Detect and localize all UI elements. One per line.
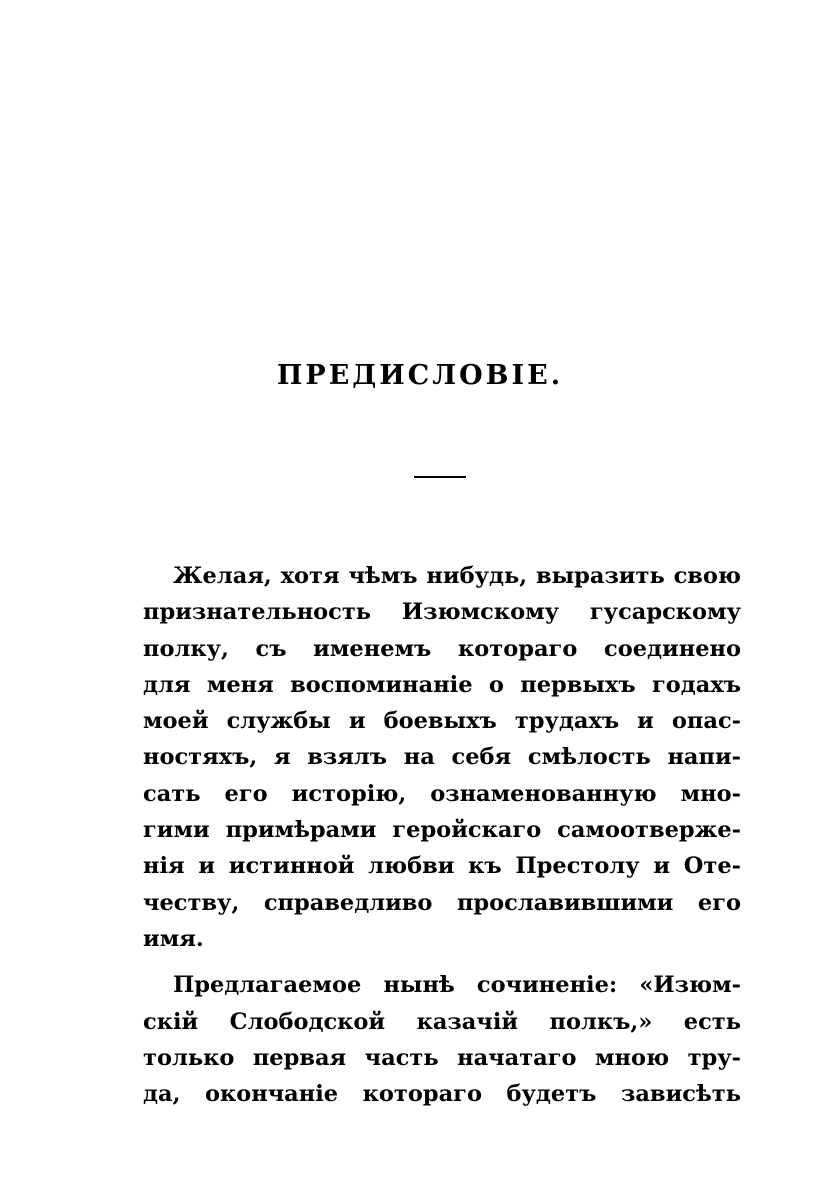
text-line: полку, съ именемъ котораго соединено: [143, 635, 741, 662]
preface-body: [143, 558, 741, 1112]
text-line: имя.: [143, 925, 204, 952]
text-line: моей службы и боевыхъ трудахъ и опас-: [143, 708, 741, 735]
text-line: честву, справедливо прославившими его: [143, 889, 741, 916]
text-line: гими примѣрами геройскаго самоотверже-: [143, 817, 741, 844]
text-line: признательность Изюмскому гусарскому: [143, 599, 741, 626]
page-title: ПРЕДИСЛОВІЕ.: [276, 360, 564, 391]
paragraph: [143, 558, 741, 957]
text-line: Желая, хотя чѣмъ нибудь, выразить свою: [173, 563, 741, 589]
text-line: Предлагаемое нынѣ сочиненіе: «Изюм-: [173, 972, 741, 999]
text-line: для меня воспоминаніе о первыхъ годахъ: [143, 671, 741, 698]
text-line: ностяхъ, я взялъ на себя смѣлость напи-: [143, 744, 741, 771]
text-line: нія и истинной любви къ Престолу и Оте-: [143, 853, 741, 880]
text-line: да, окончаніе котораго будетъ зависѣть: [143, 1081, 741, 1108]
text-line: только первая часть начатаго мною тру-: [143, 1044, 741, 1071]
text-line: скій Слободской казачій полкъ,» есть: [143, 1008, 741, 1035]
title-divider: [414, 476, 466, 478]
paragraph-gap: [143, 957, 741, 967]
paragraph: [143, 967, 741, 1112]
text-line: сать его исторію, ознаменованную мно-: [143, 780, 741, 807]
